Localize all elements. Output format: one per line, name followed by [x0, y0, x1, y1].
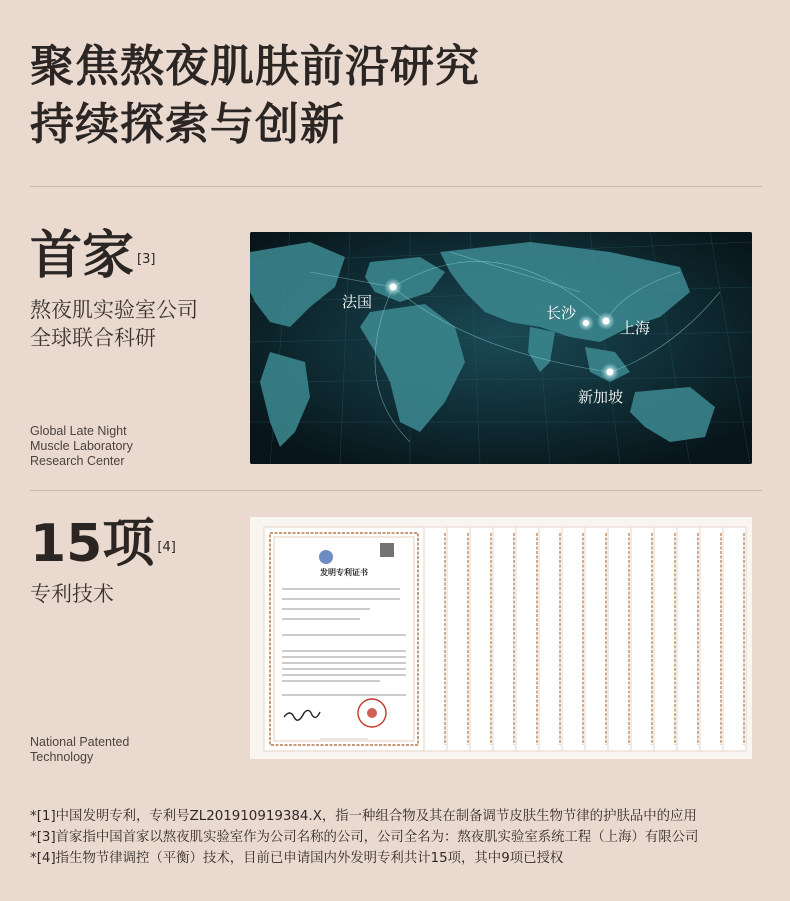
lab-title-text: 首家 — [30, 226, 135, 286]
patent-title — [30, 514, 176, 574]
lab-desc-line-2: 全球联合科研 — [30, 326, 156, 350]
lab-english — [30, 424, 133, 469]
lab-en-line-1: Global Late Night — [30, 424, 127, 438]
map-label-singapore: 新加坡 — [578, 388, 624, 406]
headline-line-2: 持续探索与创新 — [30, 99, 345, 150]
lab-desc-line-1: 熬夜肌实验室公司 — [30, 298, 198, 322]
footnote-3: *[3]首家指中国首家以熬夜肌实验室作为公司名称的公司，公司全名为：熬夜肌实验室系统工程（上海）有限公司 — [30, 830, 699, 845]
map-label-shanghai: 上海 — [620, 319, 651, 337]
front-certificate — [264, 527, 424, 751]
world-map-svg — [250, 232, 752, 464]
lab-ref: [3] — [137, 252, 156, 267]
patent-ref: [4] — [157, 540, 176, 555]
lab-en-line-2: Muscle Laboratory — [30, 439, 133, 453]
patent-english — [30, 735, 129, 765]
lab-desc — [30, 296, 198, 352]
divider-middle — [30, 490, 762, 491]
patent-en-line-2: Technology — [30, 750, 94, 764]
patent-title-text: 15项 — [30, 514, 155, 574]
lab-en-line-3: Research Center — [30, 454, 125, 468]
divider-top — [30, 186, 762, 187]
footnote-4: *[4]指生物节律调控（平衡）技术，目前已申请国内外发明专利共计15项，其中9项已授权 — [30, 851, 564, 866]
footnote-1: *[1]中国发明专利，专利号ZL201910919384.X，指一种组合物及其在制备调节皮肤生物节律的护肤品中的应用 — [30, 809, 697, 824]
footnotes — [30, 806, 770, 869]
map-label-france: 法国 — [342, 293, 373, 311]
patent-en-line-1: National Patented — [30, 735, 130, 749]
lab-title — [30, 226, 155, 286]
headline — [30, 38, 770, 154]
world-map-image — [250, 232, 752, 464]
certificates-svg — [250, 517, 752, 759]
patent-certificates-image — [250, 517, 752, 759]
patent-desc: 专利技术 — [30, 582, 114, 606]
headline-line-1: 聚焦熬夜肌肤前沿研究 — [30, 41, 480, 92]
map-label-changsha: 长沙 — [546, 304, 577, 322]
certificate-title: 发明专利证书 — [320, 567, 368, 577]
